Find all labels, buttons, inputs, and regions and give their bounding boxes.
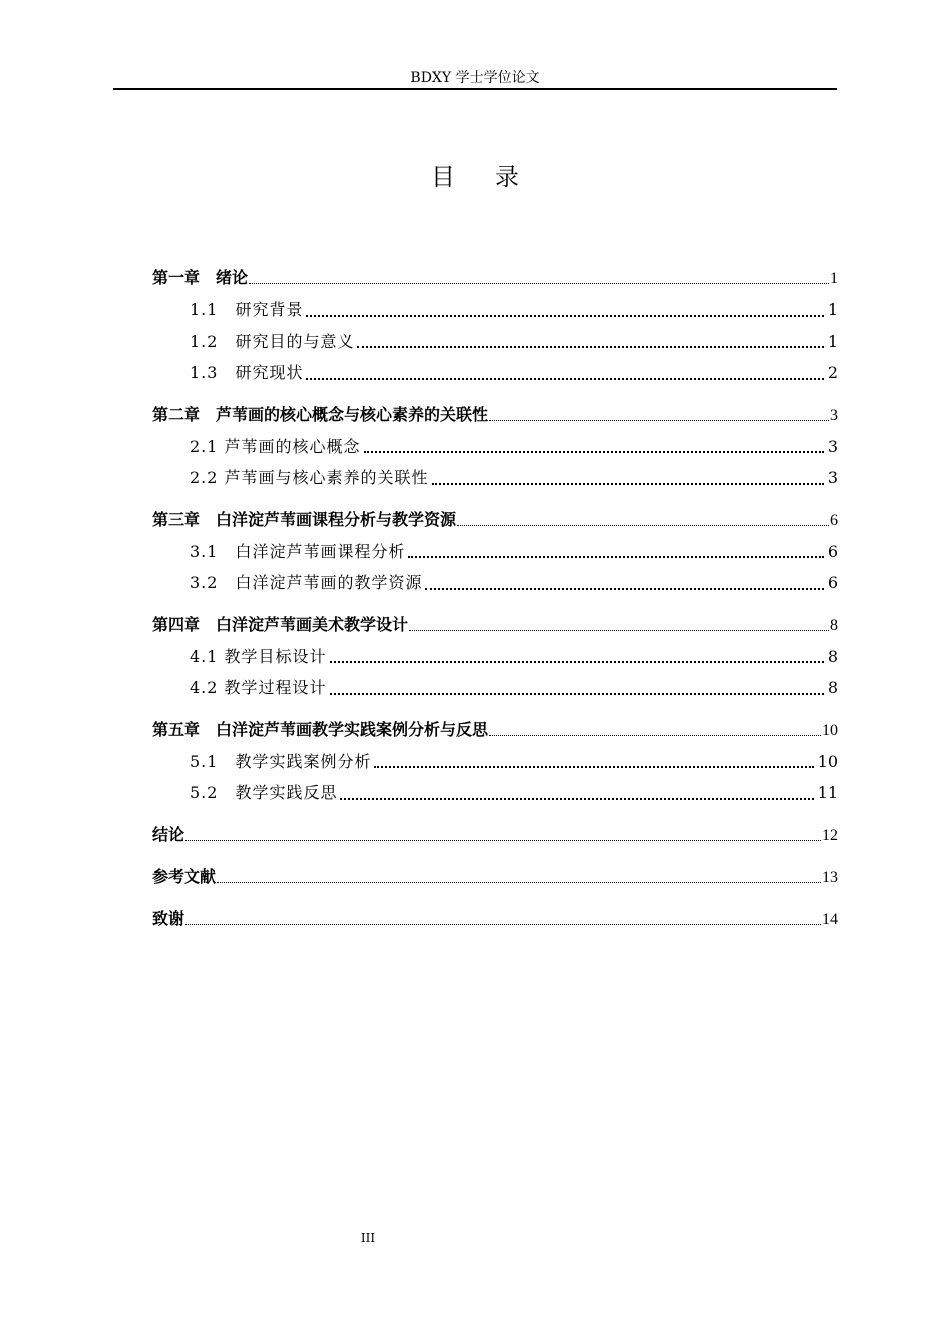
toc-entry-page-number: 2 — [827, 363, 838, 382]
toc-entry-title: 1.3 研究现状 — [190, 363, 304, 382]
toc-entry-page-number: 8 — [827, 678, 838, 697]
toc-title: 目录 — [431, 163, 559, 191]
toc-entry-page-number: 11 — [817, 783, 838, 802]
toc-section-entry[interactable] — [152, 326, 838, 358]
toc-section-entry[interactable] — [152, 536, 838, 568]
dot-leader — [489, 419, 829, 421]
toc-entry-page-number: 1 — [830, 270, 838, 287]
toc-entry-title: 5.1 教学实践案例分析 — [190, 751, 372, 771]
dot-leader — [432, 482, 824, 485]
toc-entry-title: 第一章 绪论 — [152, 268, 249, 287]
toc-entry-title: 1.2 研究目的与意义 — [190, 331, 355, 351]
toc-entry-page-number: 12 — [822, 826, 838, 844]
header-rule — [113, 88, 837, 90]
toc-chapter-entry[interactable] — [152, 819, 838, 851]
toc-section-entry[interactable] — [152, 746, 838, 778]
toc-entry-page-number: 3 — [830, 406, 838, 424]
dot-leader — [330, 692, 824, 695]
dot-leader — [249, 282, 829, 284]
page-number: III — [360, 1231, 376, 1245]
dot-leader — [425, 587, 823, 590]
toc-entry-title: 致谢 — [152, 908, 185, 928]
toc-entry-page-number: 3 — [827, 436, 838, 456]
toc-section-entry[interactable] — [152, 294, 838, 326]
toc-entry-page-number: 14 — [822, 910, 838, 928]
toc-entry-title: 2.2 芦苇画与核心素养的关联性 — [190, 468, 429, 487]
toc-section-entry[interactable] — [152, 462, 838, 494]
toc-entry-title: 结论 — [152, 824, 185, 844]
toc-entry-title: 第三章 白洋淀芦苇画课程分析与教学资源 — [152, 509, 457, 529]
toc-entry-page-number: 13 — [822, 868, 838, 886]
toc-entry-page-number: 6 — [830, 511, 838, 529]
dot-leader — [217, 881, 821, 883]
dot-leader — [457, 524, 829, 526]
dot-leader — [489, 734, 821, 736]
toc-entry-title: 3.1 白洋淀芦苇画课程分析 — [190, 541, 406, 561]
dot-leader — [185, 839, 821, 841]
toc-section-entry[interactable] — [152, 672, 838, 704]
toc-entry-title: 第四章 白洋淀芦苇画美术教学设计 — [152, 614, 409, 634]
toc-entry-title: 4.1 教学目标设计 — [190, 646, 327, 666]
toc-chapter-entry[interactable] — [152, 262, 838, 294]
toc-entry-title: 2.1 芦苇画的核心概念 — [190, 436, 361, 456]
toc-entry-title: 1.1 研究背景 — [190, 300, 304, 319]
toc-chapter-entry[interactable] — [152, 504, 838, 536]
toc-entry-title: 第二章 芦苇画的核心概念与核心素养的关联性 — [152, 404, 489, 424]
running-header: BDXY 学士学位论文 — [410, 70, 540, 86]
toc-entry-page-number: 8 — [830, 616, 838, 634]
toc-chapter-entry[interactable] — [152, 714, 838, 746]
toc-section-entry[interactable] — [152, 641, 838, 673]
toc-section-entry[interactable] — [152, 357, 838, 389]
toc-section-entry[interactable] — [152, 777, 838, 809]
toc-chapter-entry[interactable] — [152, 861, 838, 893]
dot-leader — [306, 314, 823, 317]
toc-entry-title: 5.2 教学实践反思 — [190, 783, 338, 802]
toc-entry-page-number: 10 — [822, 721, 838, 739]
toc-entry-page-number: 6 — [827, 541, 838, 561]
toc-entry-page-number: 1 — [827, 300, 838, 319]
toc-entry-page-number: 8 — [827, 646, 838, 666]
toc-entry-title: 参考文献 — [152, 866, 217, 886]
toc-entry-page-number: 6 — [827, 573, 838, 592]
toc-chapter-entry[interactable] — [152, 609, 838, 641]
toc-entry-title: 第五章 白洋淀芦苇画教学实践案例分析与反思 — [152, 719, 489, 739]
dot-leader — [330, 660, 824, 663]
toc-entry-title: 4.2 教学过程设计 — [190, 678, 327, 697]
toc-chapter-entry[interactable] — [152, 903, 838, 935]
dot-leader — [357, 345, 823, 348]
toc-chapter-entry[interactable] — [152, 399, 838, 431]
dot-leader — [306, 377, 823, 380]
dot-leader — [340, 797, 813, 800]
dot-leader — [364, 450, 824, 453]
toc-section-entry[interactable] — [152, 431, 838, 463]
dot-leader — [409, 629, 829, 631]
toc-section-entry[interactable] — [152, 567, 838, 599]
table-of-contents — [152, 262, 838, 935]
dot-leader — [185, 923, 821, 925]
toc-entry-page-number: 1 — [827, 331, 838, 351]
toc-entry-page-number: 3 — [827, 468, 838, 487]
dot-leader — [374, 765, 813, 768]
toc-entry-page-number: 10 — [817, 751, 838, 771]
dot-leader — [408, 555, 823, 558]
toc-entry-title: 3.2 白洋淀芦苇画的教学资源 — [190, 573, 423, 592]
